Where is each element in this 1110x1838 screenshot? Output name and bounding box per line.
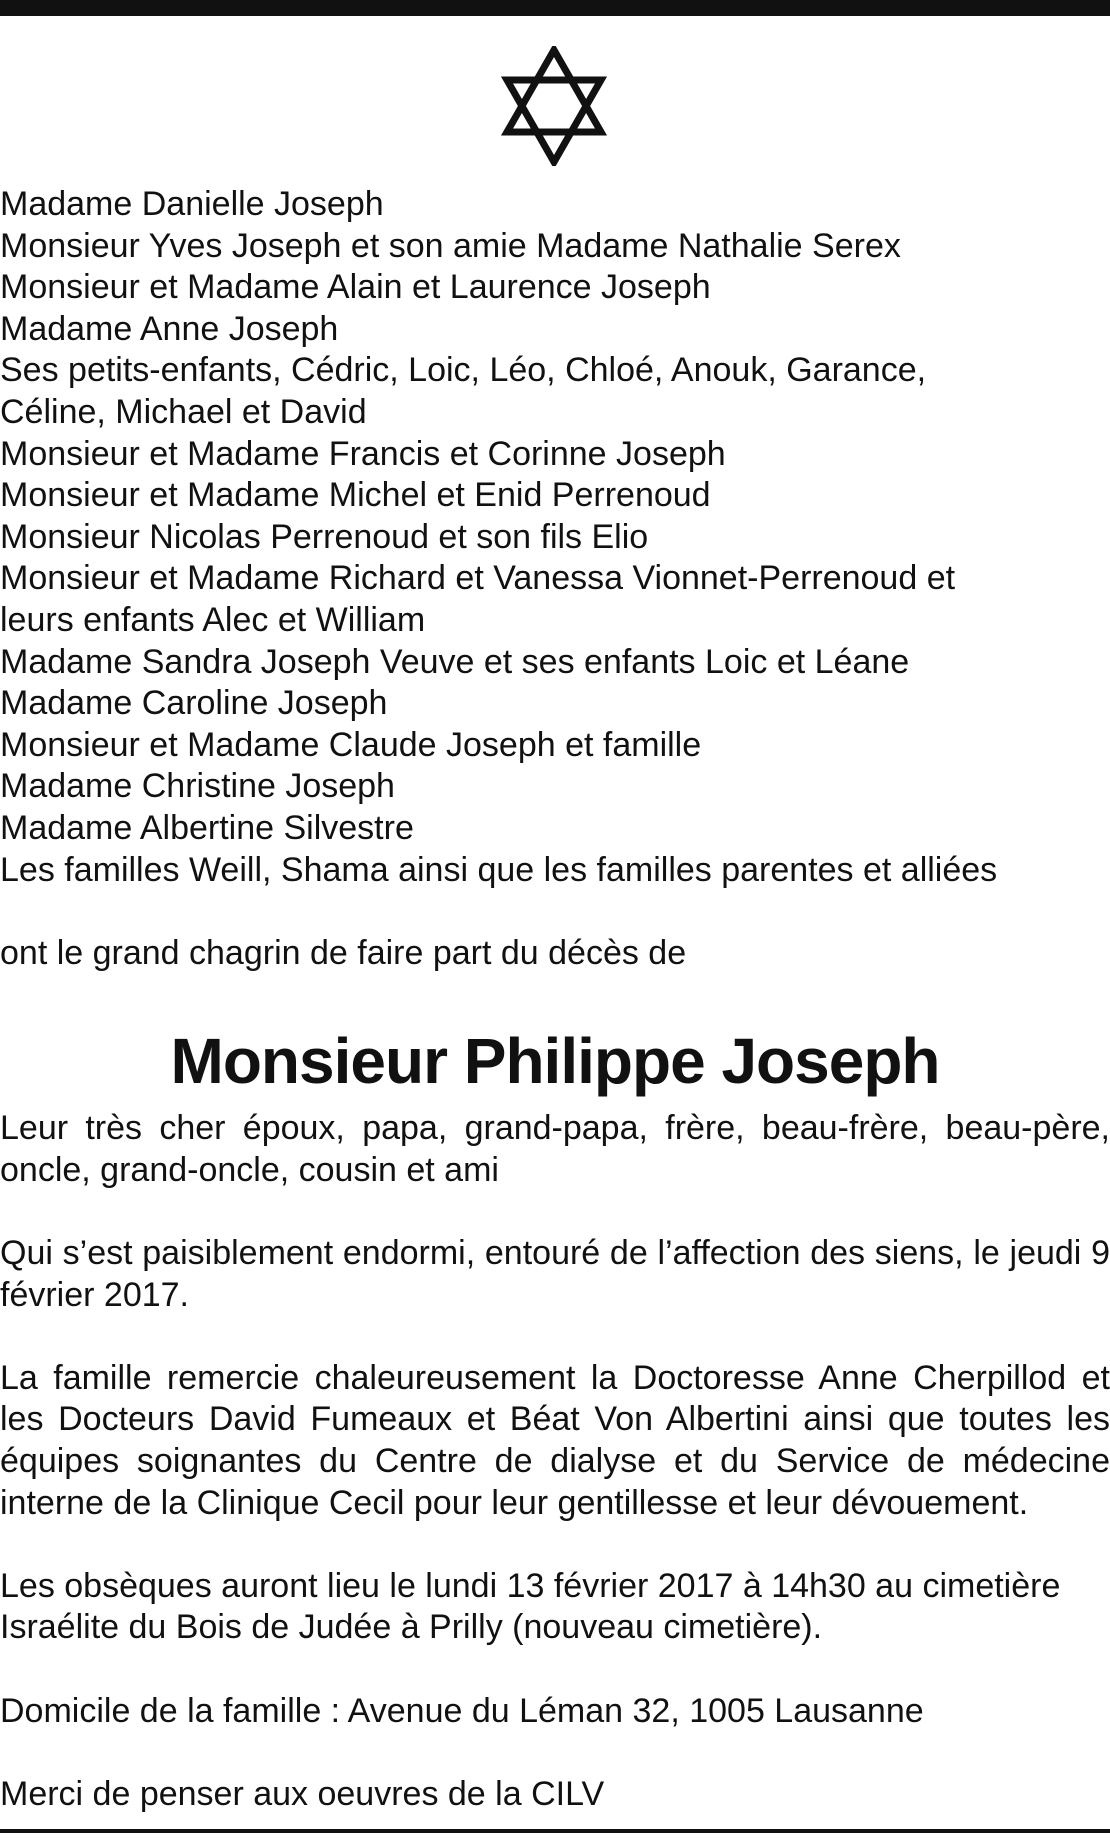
thanks-text: La famille remercie chaleureusement la Doctoresse Anne Cherpillod et les Docteurs David Fumeaux et Béat Von Albertini ainsi que toutes les équipes soignantes du Centre de dialyse et du Service de médecine interne de la Clinique Cecil pour leur gentillesse et leur dévouement.: [0, 1358, 1110, 1522]
deceased-name: Monsieur Philippe Joseph: [170, 1025, 940, 1098]
star-of-david-icon: [501, 46, 607, 166]
mourner-line: Madame Sandra Joseph Veuve et ses enfants Loic et Léane: [0, 642, 910, 681]
mourner-line: Monsieur et Madame Claude Joseph et famille: [0, 725, 702, 764]
announcement-text: ont le grand chagrin de faire part du décès de: [0, 933, 687, 972]
obituary-body: [0, 184, 1110, 1815]
mourner-line: Monsieur et Madame Michel et Enid Perrenoud: [0, 476, 711, 515]
mourner-line: Monsieur Yves Joseph et son amie Madame Nathalie Serex: [0, 226, 901, 265]
bottom-border-rule: [0, 1829, 1110, 1833]
relation-text: Leur très cher époux, papa, grand-papa, frère, beau-frère, beau-père, oncle, grand-oncle, cousin et ami: [0, 1109, 1110, 1189]
mourner-line: Madame Anne Joseph: [0, 309, 339, 348]
mourner-line: Madame Albertine Silvestre: [0, 808, 414, 847]
donation-text: Merci de penser aux oeuvres de la CILV: [0, 1774, 605, 1813]
top-border-rule: [0, 0, 1110, 16]
mourner-line: Monsieur et Madame Francis et Corinne Joseph: [0, 434, 726, 473]
mourner-line: Monsieur et Madame Alain et Laurence Joseph: [0, 268, 711, 307]
mourner-line: Les familles Weill, Shama ainsi que les familles parentes et alliées: [0, 850, 998, 889]
mourner-line: Madame Christine Joseph: [0, 767, 395, 806]
mourners-list: [0, 184, 1110, 891]
mourner-line: Monsieur Nicolas Perrenoud et son fils Elio: [0, 517, 649, 556]
mourner-line: Madame Caroline Joseph: [0, 684, 388, 723]
mourner-line: Madame Danielle Joseph: [0, 185, 384, 223]
domicile-text: Domicile de la famille : Avenue du Léman 32, 1005 Lausanne: [0, 1691, 924, 1730]
mourner-line: Ses petits-enfants, Cédric, Loic, Léo, Chloé, Anouk, Garance, Céline, Michael et David: [0, 351, 927, 431]
passing-text: Qui s’est paisiblement endormi, entouré de l’affection des siens, le jeudi 9 février 2017.: [0, 1234, 1110, 1314]
mourner-line: Monsieur et Madame Richard et Vanessa Vionnet-Perrenoud et leurs enfants Alec et William: [0, 559, 956, 639]
funeral-text: Les obsèques auront lieu le lundi 13 février 2017 à 14h30 au cimetière Israélite du Bois de Judée à Prilly (nouveau cimetière).: [0, 1566, 1061, 1647]
